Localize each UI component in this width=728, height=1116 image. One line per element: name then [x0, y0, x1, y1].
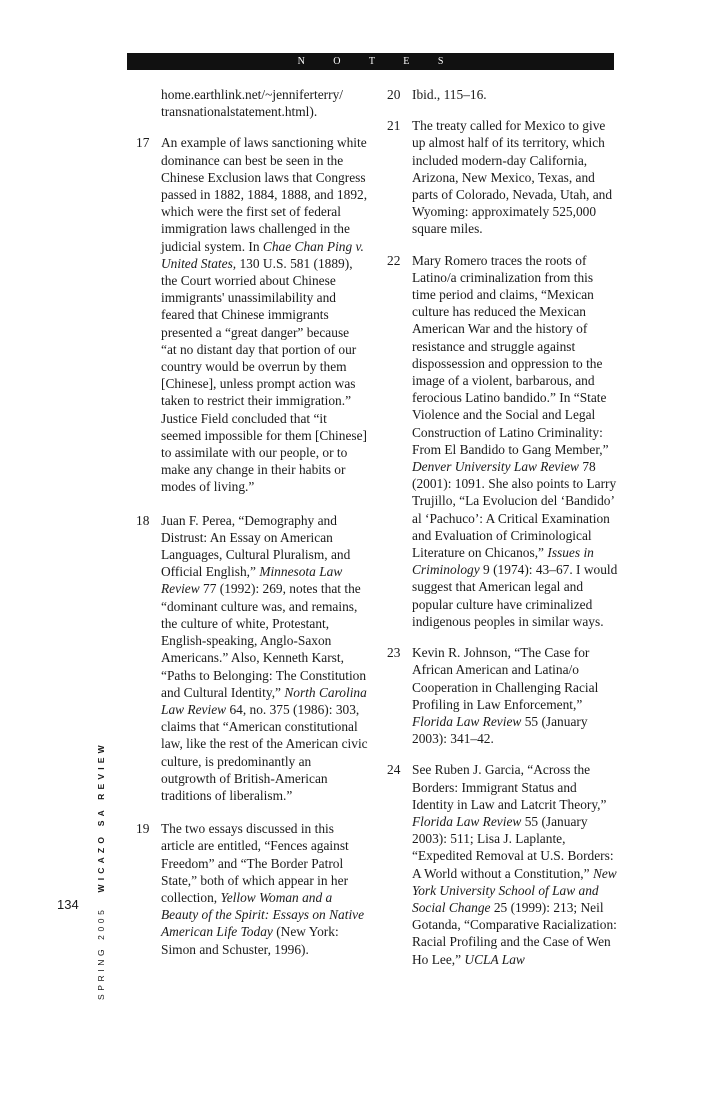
note-text-run: 9 (1974): 43–67. I would suggest that American legal and popular culture have criminalized indigenous peoples in similar ways. — [412, 562, 618, 629]
book-title: Yellow Woman and a Beauty of the Spirit: Essays on Native American Life Today — [161, 889, 365, 940]
note-text-run: 25 (1999): 213; Neil Gotanda, “Comparative Racialization: Racial Profiling and the Case of Wen Ho Lee,” — [412, 899, 617, 967]
note-number: 19 — [136, 821, 150, 837]
journal-title: Florida Law Review — [412, 713, 522, 729]
note-23 — [387, 644, 619, 747]
journal-title: New York University School of Law and Social Change — [412, 865, 617, 915]
note-text — [412, 252, 619, 630]
note-17 — [136, 134, 368, 495]
note-text-run: The two essays discussed in this article are entitled, “Fences against Freedom” and “The Border Patrol State,” both of which appear in her collection, — [161, 821, 349, 905]
note-text-run: See Ruben J. Garcia, “Across the Borders: Immigrant Status and Identity in Law and Latcrit Theory,” — [412, 762, 607, 812]
note-text-run: Mary Romero traces the roots of Latino/a criminalization from this time period and claims, “Mexican culture has reduced the Mexican American War and the history of resistance and struggle against dispossession and oppression to the image of a violent, barbarous, and ferocious Latino bandido.” In “State Violence and the Social and Legal Construction of Latino Criminality: From El Bandido to Gang Member,” — [412, 252, 609, 457]
note-16-continuation — [136, 86, 368, 120]
note-text — [161, 512, 368, 804]
note-number: 23 — [387, 645, 401, 661]
note-number: 20 — [387, 87, 401, 102]
note-text-run: Kevin R. Johnson, “The Case for African American and Latina/o Cooperation in Challenging Racial Profiling in Law Enforcement,” — [412, 645, 599, 712]
note-text-run: Juan F. Perea, “Demography and Distrust: An Essay on American Languages, Cultural Pluralism, and Official English,” — [161, 512, 351, 580]
note-24 — [387, 761, 619, 967]
note-text — [161, 820, 368, 958]
issue-season: SPRING 2005 — [96, 906, 106, 1000]
journal-title: North Carolina Law Review — [161, 684, 367, 717]
notes-header-label: N O T E S — [297, 56, 457, 67]
note-text — [412, 761, 619, 967]
note-number: 22 — [387, 252, 401, 268]
journal-title: UCLA Law — [464, 951, 525, 967]
notes-column-left — [136, 86, 368, 974]
note-22 — [387, 252, 619, 630]
note-20 — [387, 86, 619, 103]
note-text-run: 77 (1992): 269, notes that the “dominant culture was, and remains, the culture of white, Protestant, English-speaking, Anglo-Saxon Americans.” Also, Kenneth Karst, “Paths to Belonging: The Constitution and Cultural Identity,” — [161, 581, 367, 700]
running-footer — [96, 741, 106, 1000]
note-number: 21 — [387, 118, 401, 134]
note-19 — [136, 820, 368, 958]
note-text-run: 64, no. 375 (1986): 303, claims that “American constitutional law, like the rest of the American civic culture, is predominantly an outgrowth of British-American traditions of liberalism.” — [161, 701, 368, 803]
note-18 — [136, 512, 368, 804]
note-21 — [387, 117, 619, 237]
note-number: 18 — [136, 512, 150, 528]
journal-name: WICAZO SA REVIEW — [96, 741, 106, 893]
note-text: home.earthlink.net/~jenniferterry/ transnationalstatement.html). — [161, 87, 343, 120]
journal-title: Minnesota Law Review — [161, 564, 343, 597]
page-number: 134 — [57, 897, 79, 912]
journal-title: Florida Law Review — [412, 813, 522, 829]
journal-title: Issues in Criminology — [412, 545, 594, 578]
note-text-run: 55 (January 2003): 511; Lisa J. Laplante, “Expedited Removal at U.S. Borders: A World without a Constitution,” — [412, 813, 614, 881]
note-text-run: (New York: Simon and Schuster, 1996). — [161, 924, 339, 957]
note-text — [412, 644, 619, 747]
note-text: Ibid., 115–16. — [412, 87, 487, 102]
notes-column-right — [387, 86, 619, 982]
note-text-run: 55 (January 2003): 341–42. — [412, 713, 588, 747]
note-number: 24 — [387, 762, 401, 778]
note-text — [161, 134, 368, 495]
note-text-run: An example of laws sanctioning white dominance can best be seen in the Chinese Exclusion laws that Congress passed in 1882, 1884, 1888, and 1892, which were the first set of federal immigration laws challenged in the judicial system. In — [161, 135, 368, 254]
note-number: 17 — [136, 135, 150, 151]
note-text-run: 78 (2001): 1091. She also points to Larry Trujillo, “La Evolucion del ‘Bandido’ al ‘Pachuco’: A Critical Examination and Evaluation of Criminological Literature on Chicanos,” — [412, 459, 617, 561]
note-text-run: 130 U.S. 581 (1889), the Court worried about Chinese immigrants' unassimilability and feared that Chinese immigrants presented a “great danger” because “at no distant day that portion of our country would be overrun by them [Chinese], unless prompt action was taken to restrict their immigration.” Justice Field concluded that “it seemed impossible for them [Chinese] to assimilate with our people, or to make any change in their habits or modes of living.” — [161, 255, 368, 495]
journal-title: Denver University Law Review — [412, 459, 579, 475]
notes-header-bar — [127, 53, 614, 70]
note-text: The treaty called for Mexico to give up almost half of its territory, which included modern-day California, Arizona, New Mexico, Texas, and parts of Colorado, Nevada, Utah, and Wyoming: approximately 525,000 square miles. — [412, 118, 613, 237]
case-citation: Chae Chan Ping v. United States, — [161, 238, 364, 271]
